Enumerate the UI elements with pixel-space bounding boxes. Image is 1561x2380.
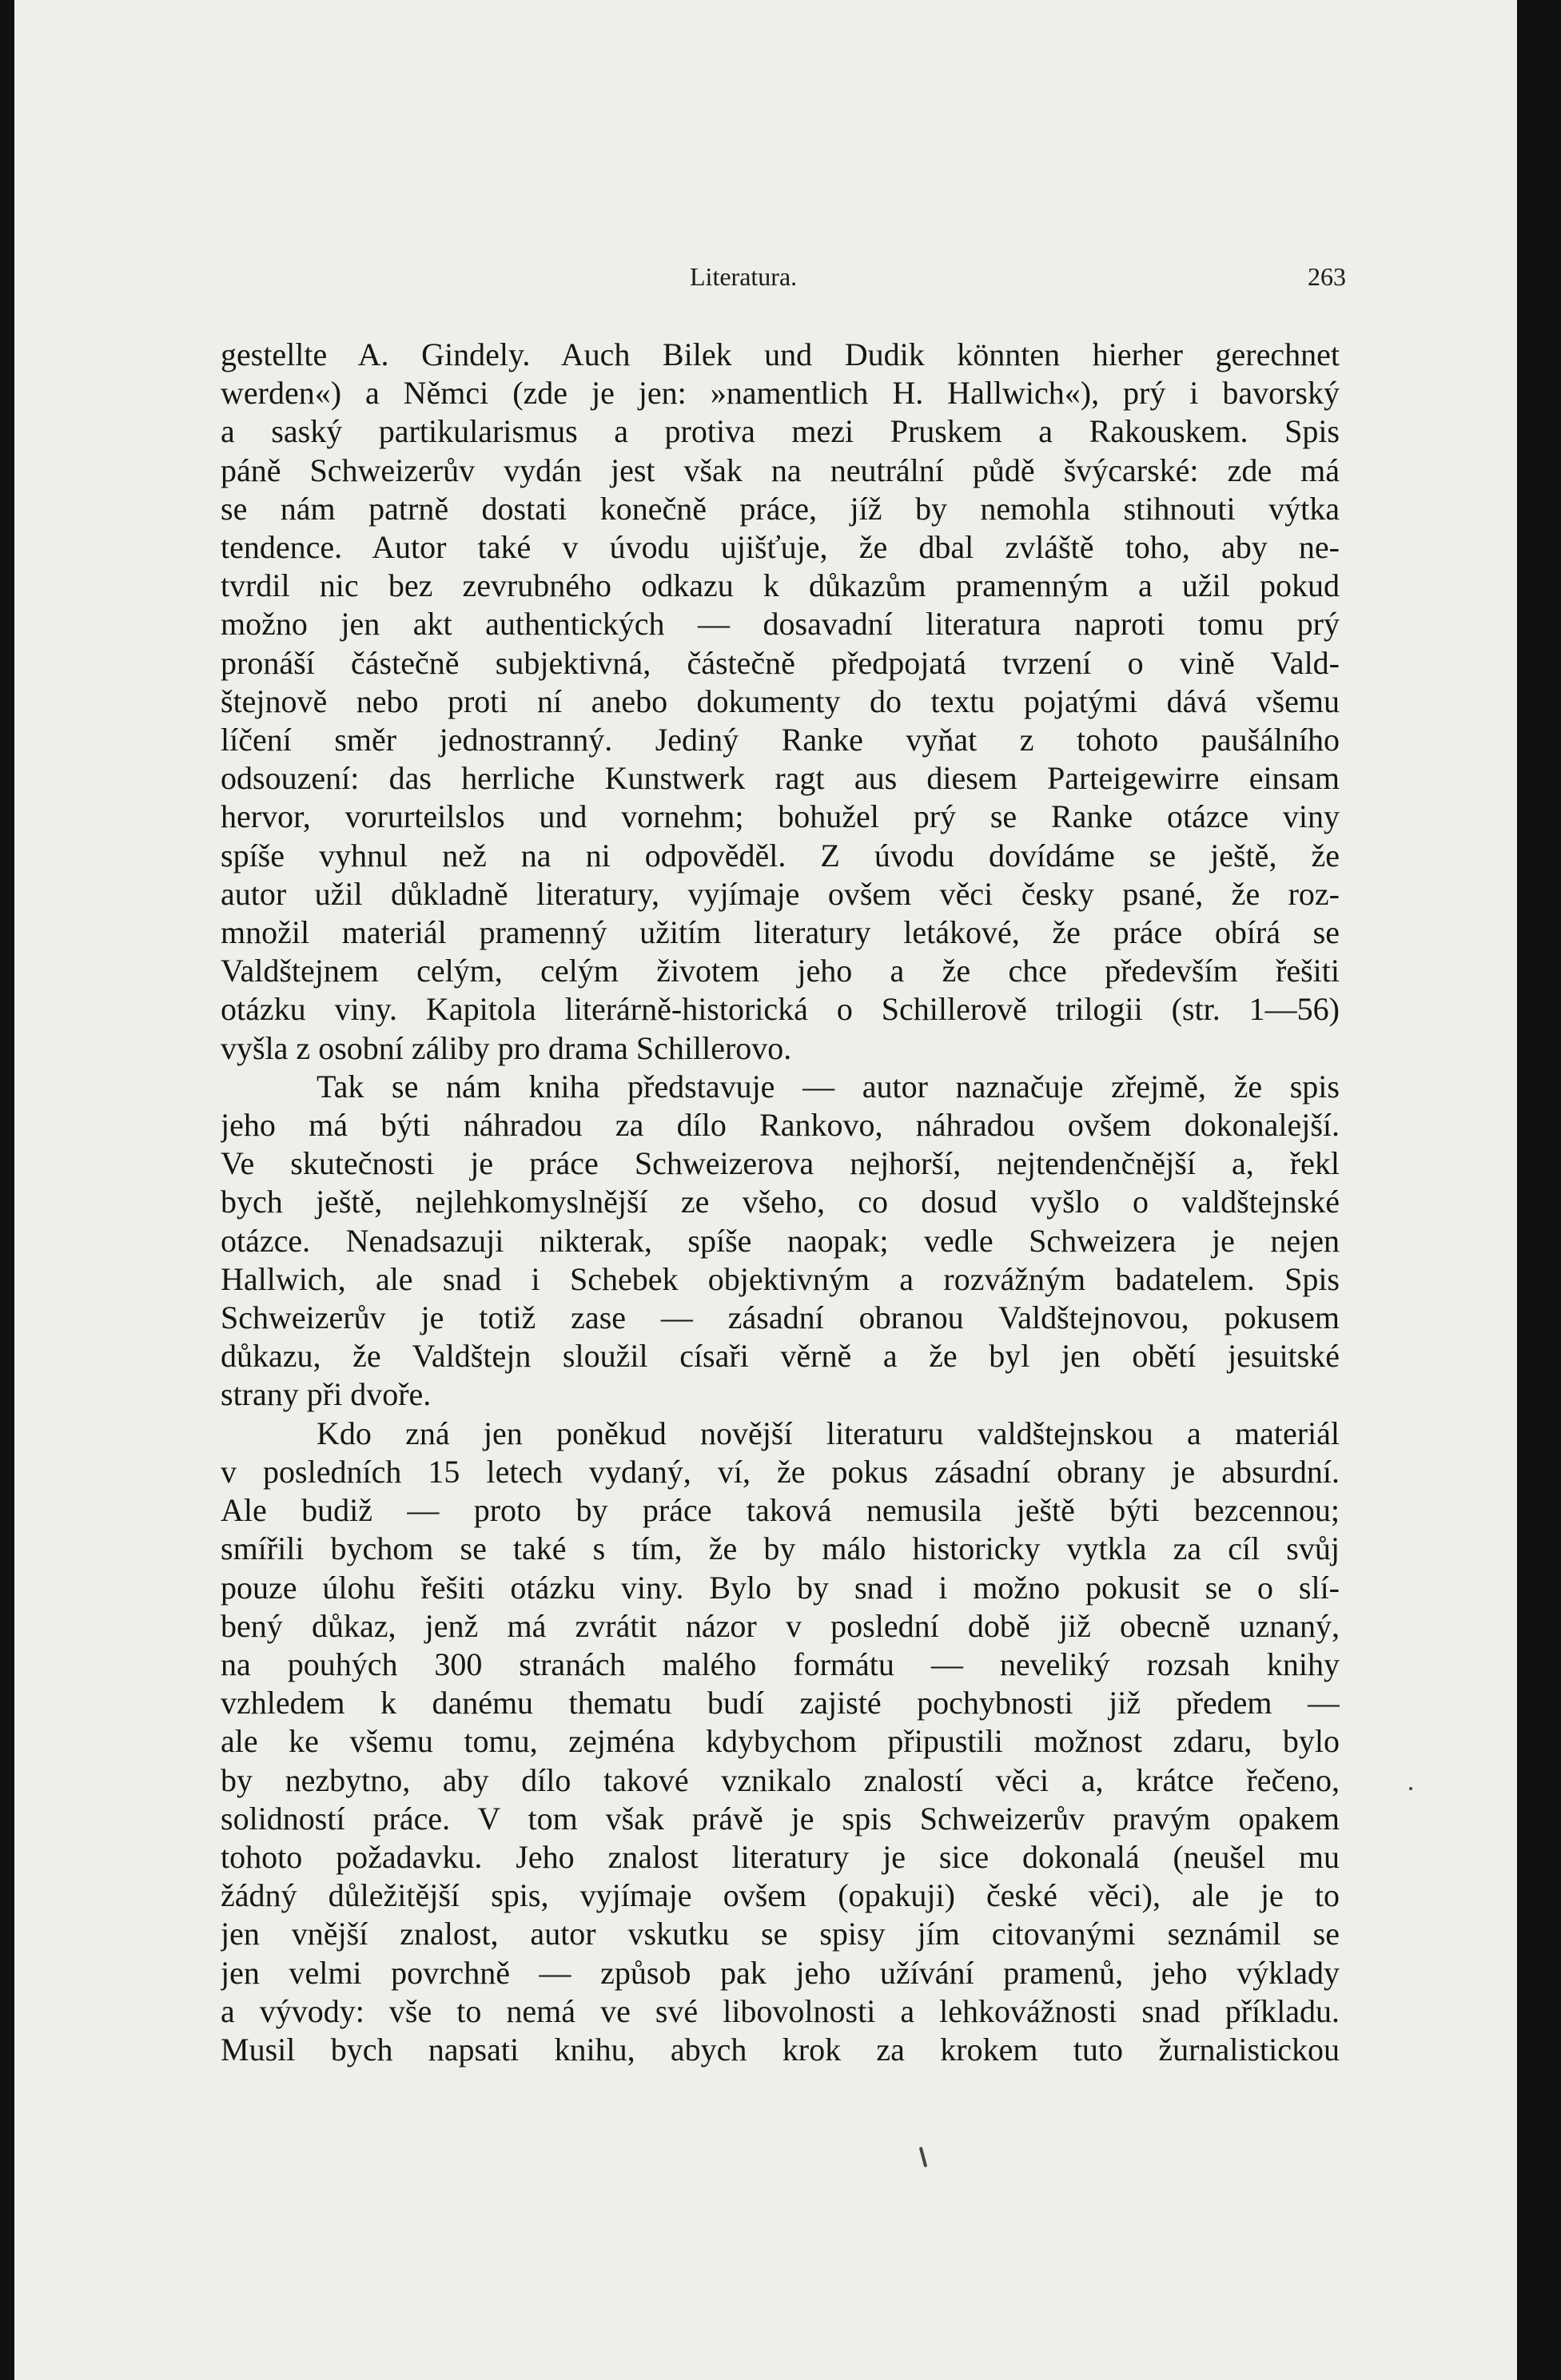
- text-line: tendence. Autor také v úvodu ujišťuje, že dbal zvláště toho, aby ne-: [221, 529, 1340, 566]
- text-line: štejnově nebo proti ní anebo dokumenty do textu pojatými dává všemu: [221, 683, 1340, 719]
- page-number: 263: [1308, 262, 1346, 291]
- text-line: a vývody: vše to nemá ve své libovolnosti a lehkovážnosti snad příkladu.: [221, 1992, 1340, 2029]
- text-line: hervor, vorurteilslos und vornehm; bohužel prý se Ranke otázce viny: [221, 798, 1340, 835]
- text-line: ale ke všemu tomu, zejména kdybychom připustili možnost zdaru, bylo: [221, 1723, 1340, 1760]
- book-page: [14, 0, 1517, 2380]
- text-line: Ale budiž — proto by práce taková nemusila ještě býti bezcennou;: [221, 1492, 1340, 1529]
- text-line: důkazu, že Valdštejn sloužil císaři věrně a že byl jen obětí jesuitské: [221, 1338, 1340, 1375]
- text-line: odsouzení: das herrliche Kunstwerk ragt aus diesem Parteigewirre einsam: [221, 760, 1340, 797]
- text-line: se nám patrně dostati konečně práce, jíž by nemohla stihnouti výtka: [221, 490, 1340, 527]
- text-line: gestellte A. Gindely. Auch Bilek und Dudik könnten hierher gerechnet: [221, 336, 1340, 372]
- text-line: v posledních 15 letech vydaný, ví, že pokus zásadní obrany je absurdní.: [221, 1453, 1340, 1490]
- text-line: Schweizerův je totiž zase — zásadní obranou Valdštejnovou, pokusem: [221, 1299, 1340, 1336]
- text-line: množil materiál pramenný užitím literatury letákové, že práce obírá se: [221, 914, 1340, 951]
- text-line: jen velmi povrchně — způsob pak jeho užívání pramenů, jeho výklady: [221, 1954, 1340, 1991]
- running-title: Literatura.: [690, 262, 798, 291]
- text-line: pouze úlohu řešiti otázku viny. Bylo by snad i možno pokusit se o slí-: [221, 1569, 1340, 1606]
- text-line: autor užil důkladně literatury, vyjímaje ovšem věci česky psané, že roz-: [221, 875, 1340, 912]
- text-line: bych ještě, nejlehkomyslnější ze všeho, co dosud vyšlo o valdštejnské: [221, 1184, 1340, 1220]
- text-line: Musil bych napsati knihu, abych krok za krokem tuto žurnalistickou: [221, 2031, 1340, 2068]
- text-line: solidností práce. V tom však právě je spis Schweizerův pravým opakem: [221, 1800, 1340, 1837]
- text-line: tohoto požadavku. Jeho znalost literatury je sice dokonalá (neušel mu: [221, 1838, 1340, 1875]
- text-line: vyšla z osobní záliby pro drama Schillerovo.: [221, 1029, 792, 1066]
- body-text: [221, 336, 1340, 2069]
- text-line: bený důkaz, jenž má zvrátit názor v poslední době již obecně uznaný,: [221, 1607, 1340, 1644]
- text-line: na pouhých 300 stranách malého formátu — neveliký rozsah knihy: [221, 1646, 1340, 1682]
- text-line: otázku viny. Kapitola literárně-historická o Schillerově trilogii (str. 1—56): [221, 991, 1340, 1028]
- text-line: možno jen akt authentických — dosavadní literatura naproti tomu prý: [221, 606, 1340, 643]
- dust-speck: [919, 2147, 928, 2167]
- text-line: spíše vyhnul než na ni odpověděl. Z úvodu dovídáme se ještě, že: [221, 837, 1340, 874]
- text-line: páně Schweizerův vydán jest však na neutrální půdě švýcarské: zde má: [221, 452, 1340, 488]
- text-line: a saský partikularismus a protiva mezi Pruskem a Rakouskem. Spis: [221, 413, 1340, 450]
- text-line: líčení směr jednostranný. Jediný Ranke vyňat z tohoto paušálního: [221, 722, 1340, 758]
- text-line: otázce. Nenadsazuji nikterak, spíše naopak; vedle Schweizera je nejen: [221, 1222, 1340, 1259]
- text-line: pronáší částečně subjektivná, částečně předpojatá tvrzení o vině Vald-: [221, 644, 1340, 681]
- page-header: [14, 262, 1517, 294]
- text-line: by nezbytno, aby dílo takové vznikalo znalostí věci a, krátce řečeno,: [221, 1761, 1340, 1798]
- text-line: Kdo zná jen poněkud novější literaturu valdštejnskou a materiál: [317, 1415, 1340, 1451]
- text-line: Tak se nám kniha představuje — autor naznačuje zřejmě, že spis: [317, 1068, 1340, 1104]
- text-line: Hallwich, ale snad i Schebek objektivným a rozvážným badatelem. Spis: [221, 1260, 1340, 1297]
- text-line: smířili bychom se také s tím, že by málo historicky vytkla za cíl svůj: [221, 1530, 1340, 1567]
- text-line: jeho má býti náhradou za dílo Rankovo, náhradou ovšem dokonalejší.: [221, 1107, 1340, 1144]
- text-line: Ve skutečnosti je práce Schweizerova nejhorší, nejtendenčnější a, řekl: [221, 1145, 1340, 1182]
- dust-speck: [1409, 1787, 1412, 1790]
- text-line: vzhledem k danému thematu budí zajisté pochybnosti již předem —: [221, 1685, 1340, 1721]
- text-line: tvrdil nic bez zevrubného odkazu k důkazům pramenným a užil pokud: [221, 567, 1340, 604]
- text-line: žádný důležitější spis, vyjímaje ovšem (opakuji) české věci), ale je to: [221, 1877, 1340, 1914]
- text-line: jen vnější znalost, autor vskutku se spisy jím citovanými seznámil se: [221, 1916, 1340, 1952]
- text-line: werden«) a Němci (zde je jen: »namentlich H. Hallwich«), prý i bavorský: [221, 375, 1340, 412]
- text-line: Valdštejnem celým, celým životem jeho a že chce především řešiti: [221, 953, 1340, 989]
- text-line: strany při dvoře.: [221, 1376, 432, 1413]
